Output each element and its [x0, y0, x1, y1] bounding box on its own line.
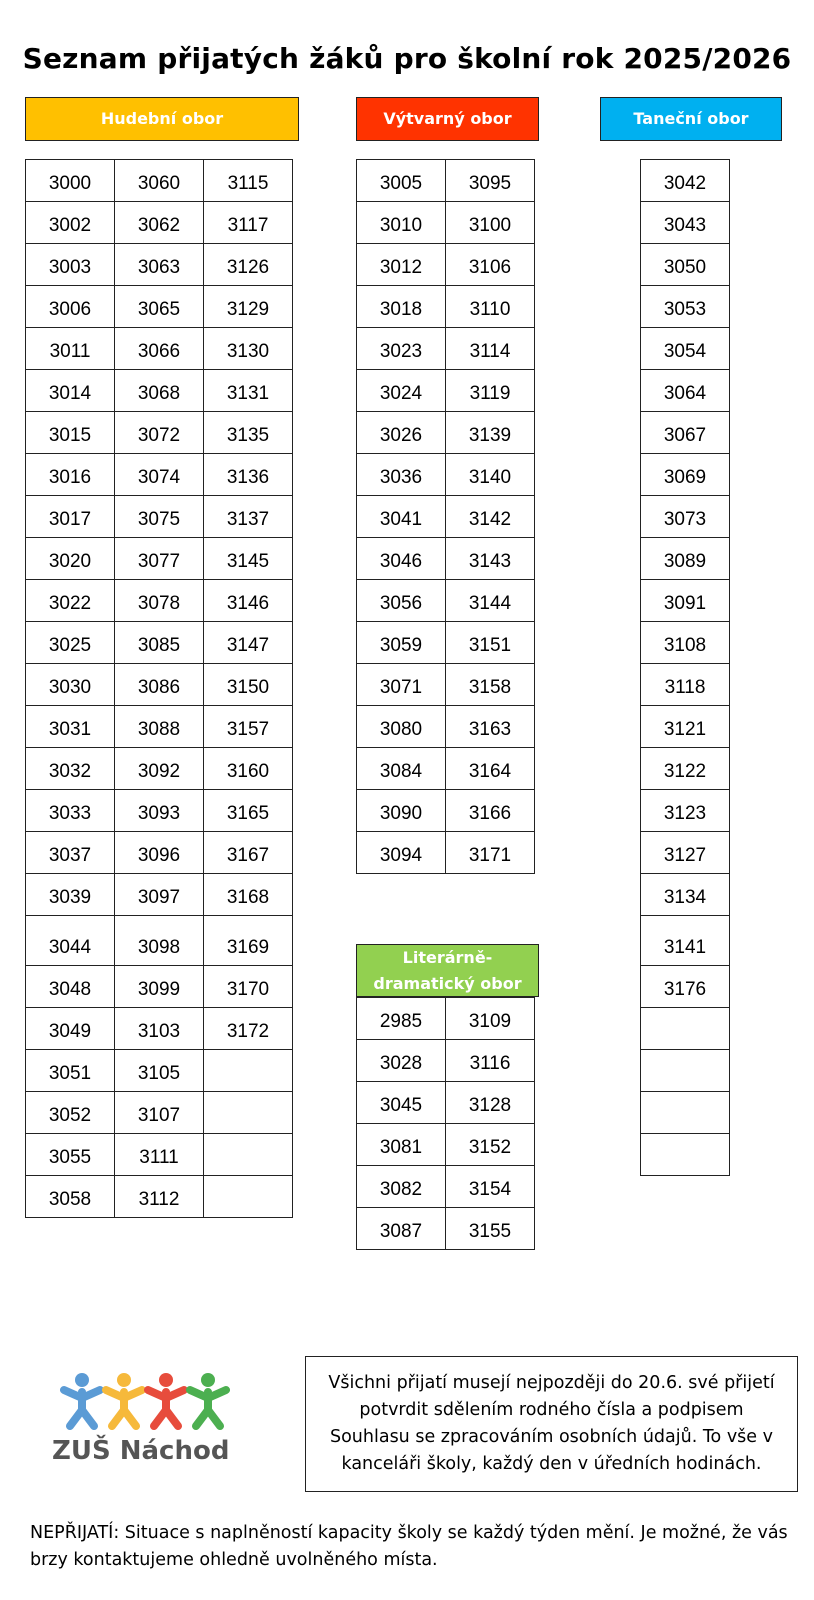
student-number-cell: 3093 [115, 790, 204, 832]
footer-note: NEPŘIJATÍ: Situace s naplněností kapacity školy se každý týden mění. Je možné, že vás brzy kontaktujeme ohledně uvolněného místa. [30, 1523, 788, 1570]
student-number-cell: 3066 [115, 328, 204, 370]
student-number-cell: 3171 [446, 832, 535, 874]
table-row [357, 748, 535, 790]
student-number-cell: 3117 [204, 202, 293, 244]
student-number-cell: 3121 [641, 706, 730, 748]
student-number-cell: 3041 [357, 496, 446, 538]
student-number-cell: 3022 [26, 580, 115, 622]
student-number-cell: 3166 [446, 790, 535, 832]
table-row [641, 790, 730, 832]
table-row [26, 916, 293, 966]
student-number-cell: 3051 [26, 1050, 115, 1092]
logo-figure-icon [148, 1373, 184, 1426]
student-number-cell: 3033 [26, 790, 115, 832]
student-number-cell: 3015 [26, 412, 115, 454]
student-number-cell: 3100 [446, 202, 535, 244]
student-number-cell [641, 1050, 730, 1092]
table-row [641, 160, 730, 202]
student-number-cell: 3126 [204, 244, 293, 286]
table-row [26, 790, 293, 832]
student-number-cell: 3119 [446, 370, 535, 412]
table-row [357, 412, 535, 454]
table-row [357, 286, 535, 328]
table-row [641, 286, 730, 328]
student-number-cell: 3023 [357, 328, 446, 370]
student-number-cell: 3016 [26, 454, 115, 496]
table-row [357, 202, 535, 244]
student-number-cell: 3090 [357, 790, 446, 832]
table-row [641, 412, 730, 454]
student-number-cell: 3094 [357, 832, 446, 874]
student-number-cell: 3032 [26, 748, 115, 790]
student-number-cell: 3012 [357, 244, 446, 286]
student-number-cell: 3017 [26, 496, 115, 538]
student-number-cell: 3143 [446, 538, 535, 580]
student-number-cell: 3068 [115, 370, 204, 412]
table-row [26, 160, 293, 202]
student-number-cell: 3072 [115, 412, 204, 454]
student-number-cell: 3006 [26, 286, 115, 328]
table-row [357, 1124, 535, 1166]
student-number-cell: 3003 [26, 244, 115, 286]
student-number-cell: 3062 [115, 202, 204, 244]
student-number-cell: 3168 [204, 874, 293, 916]
student-number-cell: 3077 [115, 538, 204, 580]
student-number-cell: 3053 [641, 286, 730, 328]
student-number-cell: 3043 [641, 202, 730, 244]
student-number-cell [641, 1092, 730, 1134]
table-row [357, 998, 535, 1040]
table-row [357, 454, 535, 496]
table-row [641, 496, 730, 538]
student-number-cell: 3080 [357, 706, 446, 748]
table-row [26, 966, 293, 1008]
table-row [357, 622, 535, 664]
table-row [357, 160, 535, 202]
student-number-cell: 3074 [115, 454, 204, 496]
student-number-cell [641, 1008, 730, 1050]
student-number-cell: 3136 [204, 454, 293, 496]
table-row [357, 664, 535, 706]
table-row [641, 538, 730, 580]
student-number-cell: 3052 [26, 1092, 115, 1134]
table-tanecni-obor [640, 159, 730, 1176]
table-row [26, 1092, 293, 1134]
student-number-cell: 3028 [357, 1040, 446, 1082]
student-number-cell: 3084 [357, 748, 446, 790]
student-number-cell: 3144 [446, 580, 535, 622]
student-number-cell: 3046 [357, 538, 446, 580]
student-number-cell [204, 1092, 293, 1134]
student-number-cell: 3109 [446, 998, 535, 1040]
student-number-cell: 3018 [357, 286, 446, 328]
student-number-cell: 3063 [115, 244, 204, 286]
student-number-cell: 3139 [446, 412, 535, 454]
table-row [357, 832, 535, 874]
table-row [357, 1082, 535, 1124]
student-number-cell: 3152 [446, 1124, 535, 1166]
table-hudebni-obor [25, 159, 293, 1218]
table-row [357, 244, 535, 286]
table-row [26, 1134, 293, 1176]
student-number-cell: 3107 [115, 1092, 204, 1134]
student-number-cell: 3088 [115, 706, 204, 748]
student-number-cell: 3160 [204, 748, 293, 790]
student-number-cell: 3164 [446, 748, 535, 790]
table-row [26, 748, 293, 790]
table-row [26, 1176, 293, 1218]
student-number-cell: 3110 [446, 286, 535, 328]
student-number-cell: 3103 [115, 1008, 204, 1050]
header-vytvarny-obor: Výtvarný obor [356, 97, 539, 141]
student-number-cell: 3142 [446, 496, 535, 538]
student-number-cell: 3026 [357, 412, 446, 454]
table-row [357, 328, 535, 370]
table-row [26, 496, 293, 538]
header-tanecni-obor: Taneční obor [600, 97, 782, 141]
table-row [26, 328, 293, 370]
header-hudebni-obor: Hudební obor [25, 97, 299, 141]
student-number-cell: 3147 [204, 622, 293, 664]
student-number-cell: 3031 [26, 706, 115, 748]
student-number-cell: 3049 [26, 1008, 115, 1050]
student-number-cell: 3123 [641, 790, 730, 832]
table-row [357, 1166, 535, 1208]
table-row [641, 874, 730, 916]
student-number-cell: 3075 [115, 496, 204, 538]
student-number-cell [204, 1134, 293, 1176]
student-number-cell: 2985 [357, 998, 446, 1040]
table-row [641, 1092, 730, 1134]
student-number-cell: 3081 [357, 1124, 446, 1166]
student-number-cell: 3073 [641, 496, 730, 538]
student-number-cell: 3170 [204, 966, 293, 1008]
student-number-cell: 3122 [641, 748, 730, 790]
student-number-cell: 3165 [204, 790, 293, 832]
student-number-cell: 3131 [204, 370, 293, 412]
student-number-cell: 3065 [115, 286, 204, 328]
student-number-cell: 3055 [26, 1134, 115, 1176]
student-number-cell: 3163 [446, 706, 535, 748]
student-number-cell: 3158 [446, 664, 535, 706]
student-number-cell: 3030 [26, 664, 115, 706]
page-title: Seznam přijatých žáků pro školní rok 2025/2026 [22, 42, 792, 75]
student-number-cell: 3134 [641, 874, 730, 916]
student-number-cell: 3118 [641, 664, 730, 706]
table-row [357, 706, 535, 748]
table-row [26, 664, 293, 706]
table-row [357, 1208, 535, 1250]
header-literarne-dramaticky-obor: Literárně-dramatický obor [356, 944, 539, 997]
table-row [26, 706, 293, 748]
student-number-cell: 3106 [446, 244, 535, 286]
student-number-cell: 3037 [26, 832, 115, 874]
table-row [26, 538, 293, 580]
student-number-cell: 3169 [204, 916, 293, 966]
student-number-cell: 3056 [357, 580, 446, 622]
student-number-cell: 3000 [26, 160, 115, 202]
student-number-cell: 3020 [26, 538, 115, 580]
student-number-cell [641, 1134, 730, 1176]
table-row [641, 916, 730, 966]
student-number-cell: 3115 [204, 160, 293, 202]
student-number-cell: 3151 [446, 622, 535, 664]
student-number-cell: 3058 [26, 1176, 115, 1218]
student-number-cell: 3114 [446, 328, 535, 370]
table-row [26, 622, 293, 664]
student-number-cell: 3071 [357, 664, 446, 706]
student-number-cell: 3157 [204, 706, 293, 748]
student-number-cell: 3024 [357, 370, 446, 412]
student-number-cell: 3044 [26, 916, 115, 966]
logo-figure-icon [64, 1373, 100, 1426]
table-row [641, 454, 730, 496]
student-number-cell: 3048 [26, 966, 115, 1008]
table-row [641, 580, 730, 622]
table-row [641, 244, 730, 286]
table-row [26, 1050, 293, 1092]
student-number-cell: 3014 [26, 370, 115, 412]
table-row [357, 370, 535, 412]
student-number-cell: 3105 [115, 1050, 204, 1092]
table-row [26, 580, 293, 622]
student-number-cell: 3176 [641, 966, 730, 1008]
student-number-cell: 3097 [115, 874, 204, 916]
table-row [26, 244, 293, 286]
student-number-cell: 3011 [26, 328, 115, 370]
student-number-cell: 3078 [115, 580, 204, 622]
table-row [641, 328, 730, 370]
student-number-cell: 3137 [204, 496, 293, 538]
student-number-cell: 3095 [446, 160, 535, 202]
table-row [26, 412, 293, 454]
student-number-cell: 3059 [357, 622, 446, 664]
student-number-cell: 3172 [204, 1008, 293, 1050]
student-number-cell: 3130 [204, 328, 293, 370]
student-number-cell: 3127 [641, 832, 730, 874]
table-row [641, 664, 730, 706]
student-number-cell: 3167 [204, 832, 293, 874]
table-row [26, 874, 293, 916]
student-number-cell: 3069 [641, 454, 730, 496]
student-number-cell: 3111 [115, 1134, 204, 1176]
table-row [26, 454, 293, 496]
table-row [26, 202, 293, 244]
student-number-cell: 3036 [357, 454, 446, 496]
student-number-cell [204, 1050, 293, 1092]
table-row [26, 1008, 293, 1050]
student-number-cell: 3005 [357, 160, 446, 202]
table-row [26, 832, 293, 874]
table-row [641, 966, 730, 1008]
student-number-cell: 3091 [641, 580, 730, 622]
student-number-cell [204, 1176, 293, 1218]
student-number-cell: 3098 [115, 916, 204, 966]
student-number-cell: 3112 [115, 1176, 204, 1218]
student-number-cell: 3150 [204, 664, 293, 706]
student-number-cell: 3060 [115, 160, 204, 202]
notice-box [305, 1356, 798, 1492]
student-number-cell: 3050 [641, 244, 730, 286]
student-number-cell: 3067 [641, 412, 730, 454]
student-number-cell: 3099 [115, 966, 204, 1008]
student-number-cell: 3116 [446, 1040, 535, 1082]
table-row [641, 706, 730, 748]
student-number-cell: 3087 [357, 1208, 446, 1250]
student-number-cell: 3092 [115, 748, 204, 790]
table-row [641, 622, 730, 664]
table-row [357, 790, 535, 832]
student-number-cell: 3128 [446, 1082, 535, 1124]
student-number-cell: 3064 [641, 370, 730, 412]
student-number-cell: 3025 [26, 622, 115, 664]
table-row [26, 286, 293, 328]
student-number-cell: 3086 [115, 664, 204, 706]
student-number-cell: 3042 [641, 160, 730, 202]
student-number-cell: 3155 [446, 1208, 535, 1250]
table-row [357, 1040, 535, 1082]
table-row [641, 1134, 730, 1176]
student-number-cell: 3129 [204, 286, 293, 328]
table-row [357, 496, 535, 538]
student-number-cell: 3108 [641, 622, 730, 664]
student-number-cell: 3082 [357, 1166, 446, 1208]
student-number-cell: 3054 [641, 328, 730, 370]
table-row [641, 370, 730, 412]
table-row [641, 832, 730, 874]
student-number-cell: 3010 [357, 202, 446, 244]
student-number-cell: 3135 [204, 412, 293, 454]
student-number-cell: 3039 [26, 874, 115, 916]
notice-text: Všichni přijatí musejí nejpozději do 20.6. své přijetí potvrdit sdělením rodného čísla a podpisem Souhlasu se zpracováním osobních údajů. To vše v kanceláři školy, každý den v úředních hodinách. [328, 1373, 775, 1474]
student-number-cell: 3146 [204, 580, 293, 622]
student-number-cell: 3045 [357, 1082, 446, 1124]
table-row [357, 538, 535, 580]
student-number-cell: 3145 [204, 538, 293, 580]
table-row [641, 1050, 730, 1092]
table-row [357, 580, 535, 622]
logo-figure-icon [106, 1373, 142, 1426]
table-row [641, 748, 730, 790]
logo-text: ZUŠ Náchod [52, 1436, 230, 1466]
logo-figure-icon [190, 1373, 226, 1426]
student-number-cell: 3085 [115, 622, 204, 664]
table-row [641, 1008, 730, 1050]
table-vytvarny-obor [356, 159, 535, 874]
table-literarne-dramaticky-obor [356, 997, 535, 1250]
student-number-cell: 3141 [641, 916, 730, 966]
student-number-cell: 3096 [115, 832, 204, 874]
student-number-cell: 3002 [26, 202, 115, 244]
student-number-cell: 3089 [641, 538, 730, 580]
student-number-cell: 3154 [446, 1166, 535, 1208]
student-number-cell: 3140 [446, 454, 535, 496]
table-row [26, 370, 293, 412]
table-row [641, 202, 730, 244]
